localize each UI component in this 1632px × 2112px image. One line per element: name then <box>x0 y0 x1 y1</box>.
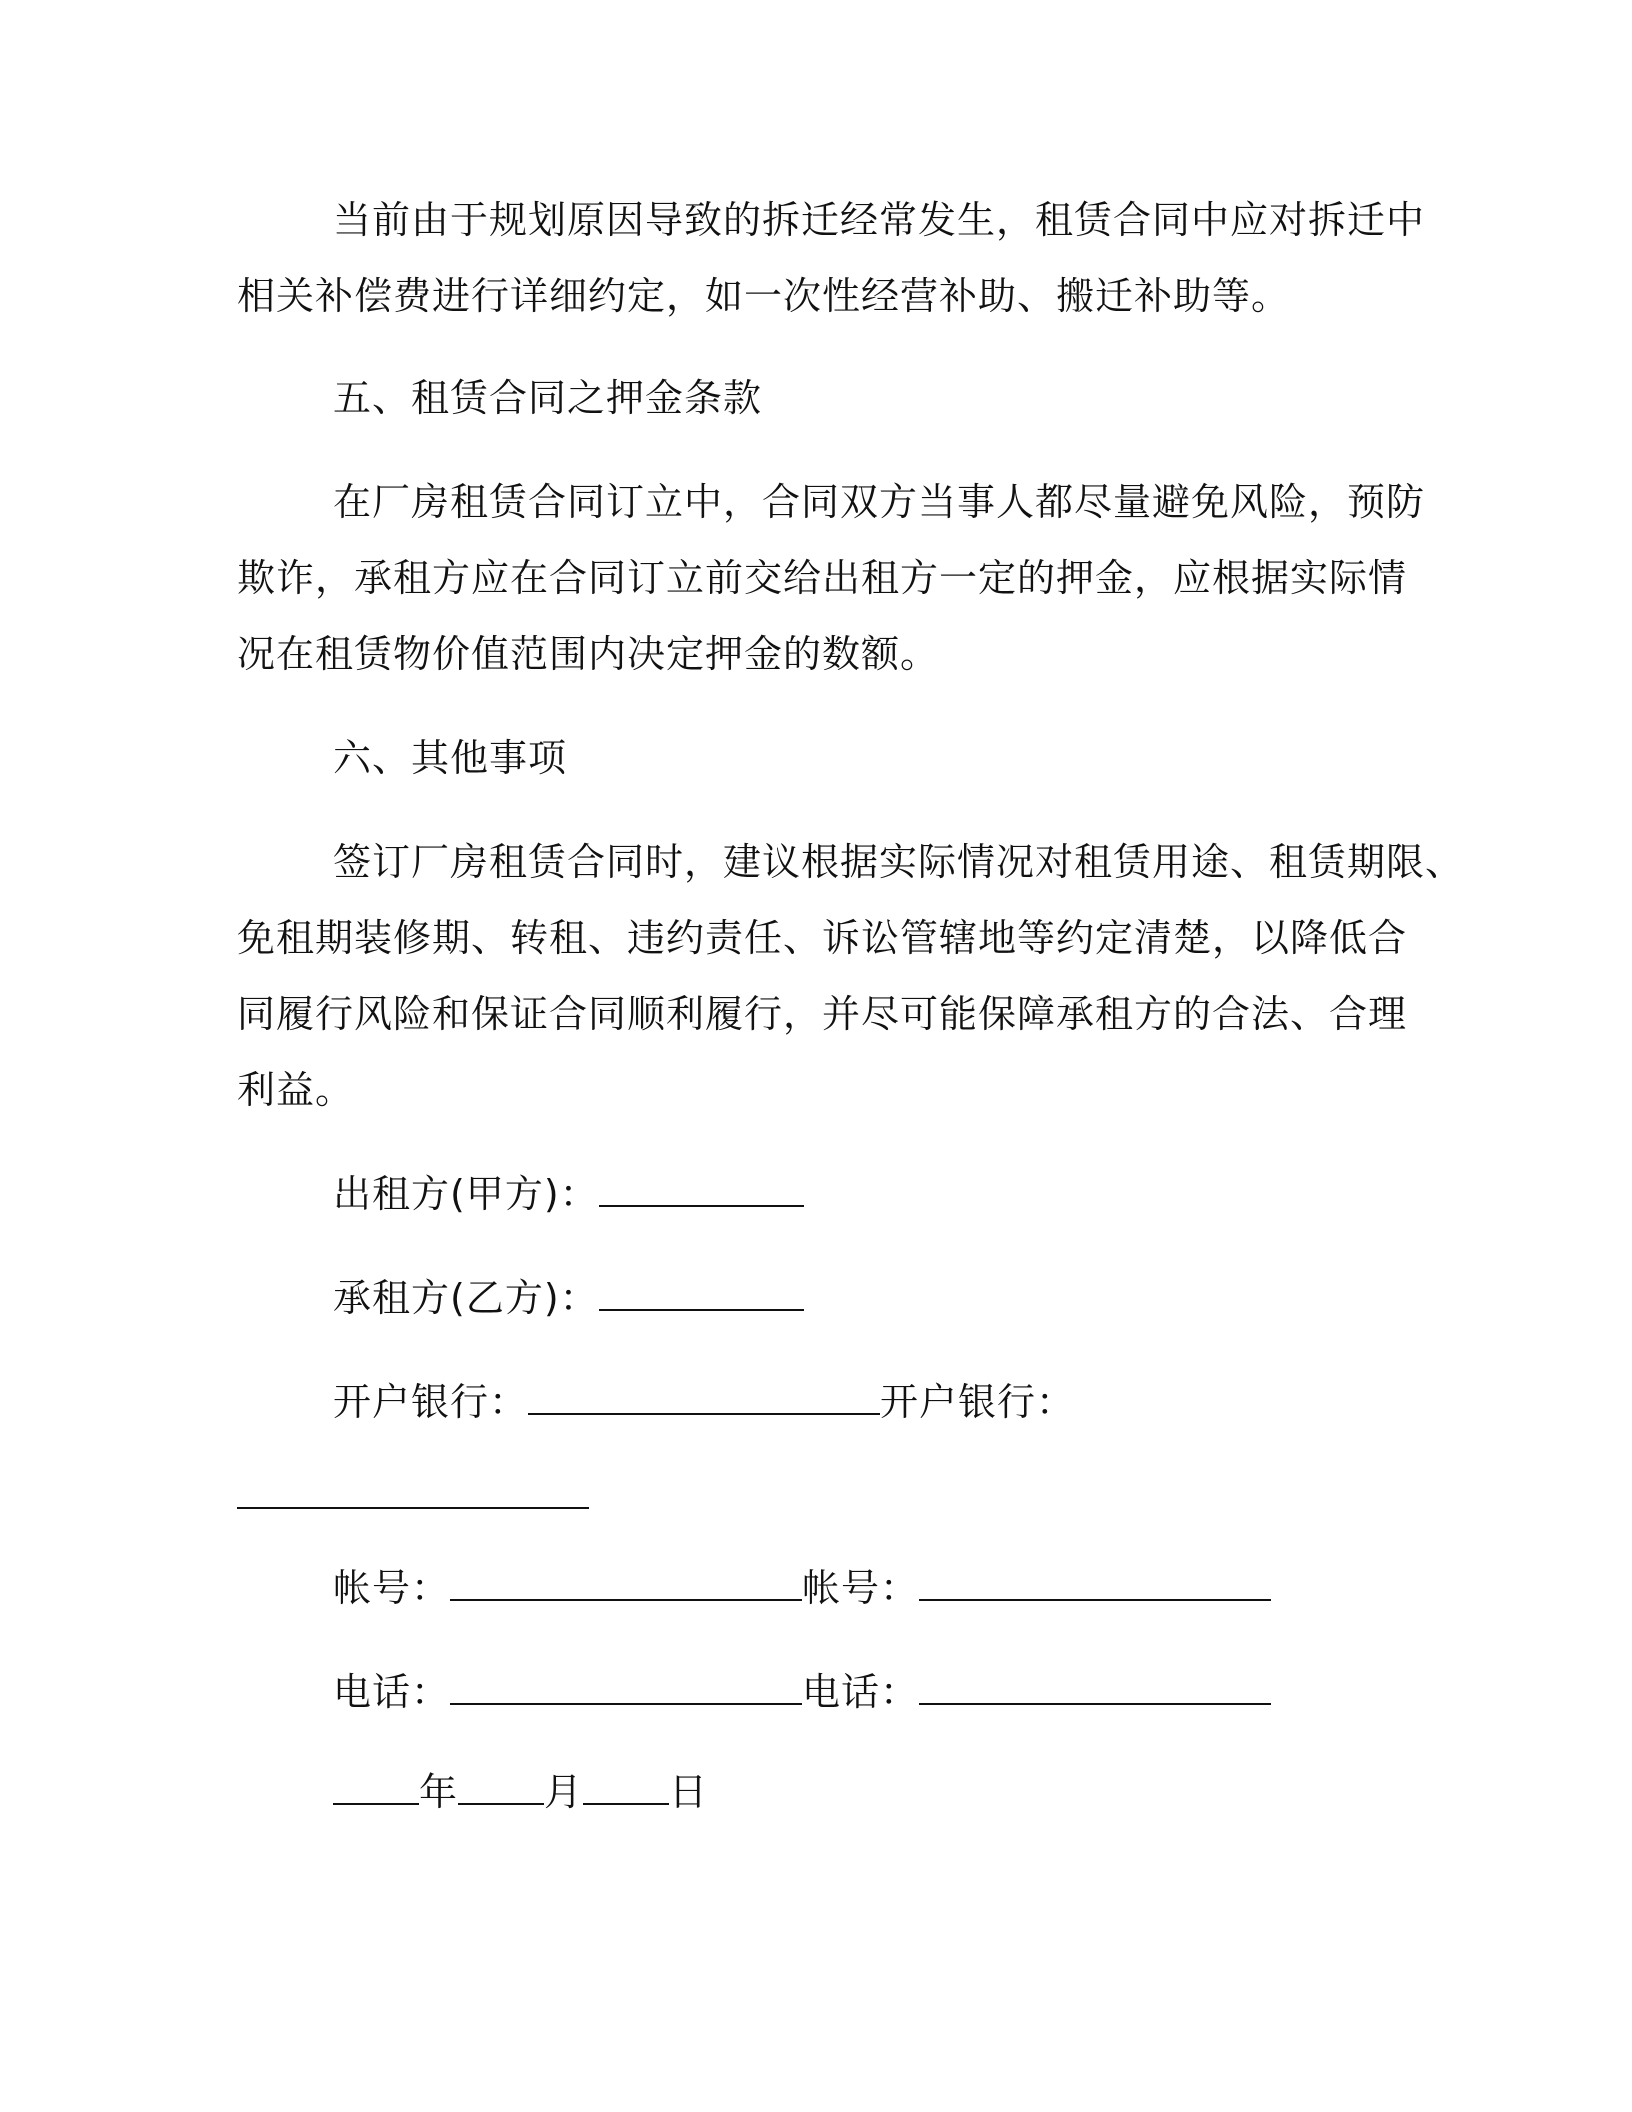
bank-blank-2[interactable] <box>237 1473 589 1509</box>
year-label: 年 <box>419 1770 459 1814</box>
phone-blank-1[interactable] <box>450 1669 802 1705</box>
bank-row-continued <box>237 1472 589 1520</box>
phone-row <box>333 1668 1271 1716</box>
date-row <box>333 1768 708 1816</box>
lessee-row <box>333 1274 804 1322</box>
paragraph-line: 当前由于规划原因导致的拆迁经常发生，租赁合同中应对拆迁中 <box>333 198 1426 242</box>
section-heading: 五、租赁合同之押金条款 <box>333 376 763 420</box>
day-blank[interactable] <box>583 1769 669 1805</box>
paragraph-line: 利益。 <box>237 1068 355 1112</box>
account-row <box>333 1564 1271 1612</box>
paragraph-line: 免租期装修期、转租、违约责任、诉讼管辖地等约定清楚，以降低合 <box>237 916 1408 960</box>
lessor-blank[interactable] <box>599 1171 804 1207</box>
lessor-label: 出租方(甲方)： <box>333 1172 599 1216</box>
lessor-row <box>333 1170 804 1218</box>
lessee-label: 承租方(乙方)： <box>333 1276 599 1320</box>
phone-label-1: 电话： <box>333 1670 451 1714</box>
paragraph-line: 签订厂房租赁合同时，建议根据实际情况对租赁用途、租赁期限、 <box>333 840 1465 884</box>
account-label-1: 帐号： <box>333 1566 451 1610</box>
year-blank[interactable] <box>333 1769 419 1805</box>
bank-label-2: 开户银行： <box>880 1380 1076 1424</box>
paragraph-line: 相关补偿费进行详细约定，如一次性经营补助、搬迁补助等。 <box>237 274 1291 318</box>
paragraph-line: 在厂房租赁合同订立中，合同双方当事人都尽量避免风险，预防 <box>333 480 1426 524</box>
day-label: 日 <box>669 1770 709 1814</box>
lessee-blank[interactable] <box>599 1275 804 1311</box>
bank-blank-1[interactable] <box>528 1379 880 1415</box>
bank-row <box>333 1378 1075 1426</box>
phone-blank-2[interactable] <box>919 1669 1271 1705</box>
account-blank-2[interactable] <box>919 1565 1271 1601</box>
account-blank-1[interactable] <box>450 1565 802 1601</box>
bank-label-1: 开户银行： <box>333 1380 529 1424</box>
paragraph-line: 况在租赁物价值范围内决定押金的数额。 <box>237 632 940 676</box>
account-label-2: 帐号： <box>802 1566 920 1610</box>
paragraph-line: 欺诈，承租方应在合同订立前交给出租方一定的押金，应根据实际情 <box>237 556 1408 600</box>
phone-label-2: 电话： <box>802 1670 920 1714</box>
month-label: 月 <box>544 1770 584 1814</box>
paragraph-line: 同履行风险和保证合同顺利履行，并尽可能保障承租方的合法、合理 <box>237 992 1408 1036</box>
section-heading: 六、其他事项 <box>333 736 568 780</box>
month-blank[interactable] <box>458 1769 544 1805</box>
